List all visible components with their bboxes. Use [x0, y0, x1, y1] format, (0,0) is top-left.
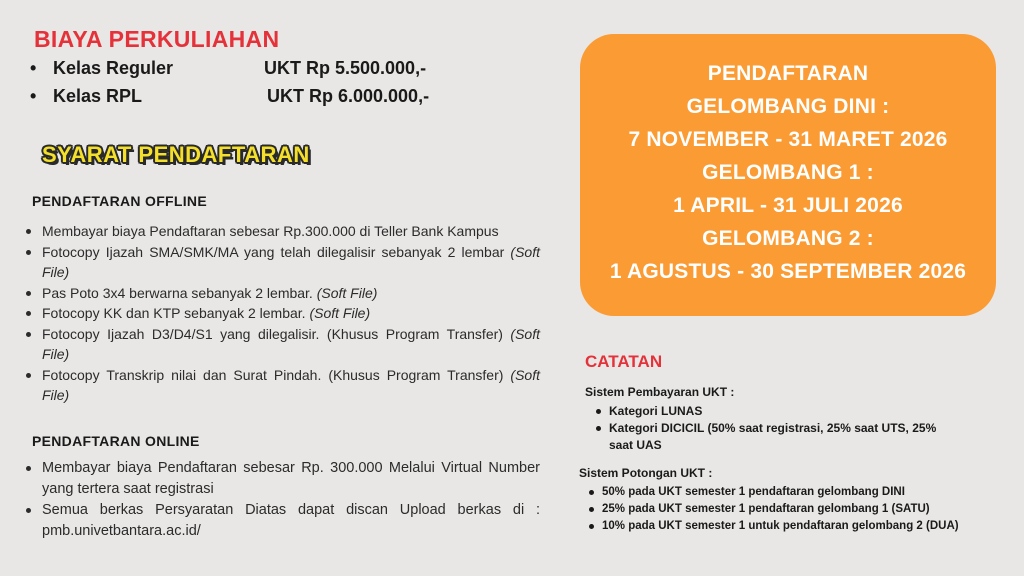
schedule-line: GELOMBANG 2 :: [702, 227, 874, 250]
offline-heading: PENDAFTARAN OFFLINE: [32, 193, 207, 209]
registration-schedule-box: [580, 34, 996, 316]
offline-requirements: [22, 221, 540, 406]
list-item: Fotocopy Ijazah D3/D4/S1 yang dilegalisir. (Khusus Program Transfer) (Soft File): [22, 324, 540, 365]
online-requirements: [22, 458, 540, 541]
schedule-line: 7 NOVEMBER - 31 MARET 2026: [628, 128, 948, 151]
schedule-line: GELOMBANG DINI :: [686, 95, 890, 118]
schedule-line: PENDAFTARAN: [707, 62, 869, 85]
list-item: Fotocopy Ijazah SMA/SMK/MA yang telah dilegalisir sebanyak 2 lembar (Soft File): [22, 242, 540, 283]
list-item: Kategori LUNAS: [593, 403, 943, 420]
schedule-line: GELOMBANG 1 :: [702, 161, 874, 184]
syarat-title: SYARAT PENDAFTARAN: [42, 142, 310, 167]
fee-name: Kelas RPL: [53, 86, 143, 106]
bullet: •: [30, 86, 37, 106]
list-item: 10% pada UKT semester 1 untuk pendaftaran gelombang 2 (DUA): [586, 518, 1016, 535]
fee-name: Kelas Reguler: [53, 58, 174, 78]
fee-amount: UKT Rp 5.500.000,-: [264, 58, 427, 78]
fee-row-rpl: [30, 86, 430, 107]
potongan-heading: Sistem Potongan UKT :: [579, 466, 713, 480]
online-heading: PENDAFTARAN ONLINE: [32, 433, 200, 449]
biaya-title: BIAYA PERKULIAHAN: [34, 26, 280, 52]
fee-row-reguler: [30, 58, 427, 79]
potongan-list: [586, 484, 1016, 535]
bullet: •: [30, 58, 37, 78]
list-item: Fotocopy KK dan KTP sebanyak 2 lembar. (Soft File): [22, 303, 540, 324]
schedule-line: 1 AGUSTUS - 30 SEPTEMBER 2026: [609, 260, 967, 283]
pembayaran-list: [593, 403, 943, 454]
list-item: Pas Poto 3x4 berwarna sebanyak 2 lembar. (Soft File): [22, 283, 540, 304]
list-item: Semua berkas Persyaratan Diatas dapat discan Upload berkas di : pmb.univetbantara.ac.id/: [22, 500, 540, 541]
schedule-line: 1 APRIL - 31 JULI 2026: [673, 194, 903, 217]
list-item: 50% pada UKT semester 1 pendaftaran gelombang DINI: [586, 484, 1016, 501]
pembayaran-heading: Sistem Pembayaran UKT :: [585, 385, 735, 399]
catatan-title: CATATAN: [585, 352, 663, 371]
list-item: Kategori DICICIL (50% saat registrasi, 25% saat UTS, 25% saat UAS: [593, 420, 943, 454]
list-item: Membayar biaya Pendaftaran sebesar Rp. 300.000 Melalui Virtual Number yang tertera saat registrasi: [22, 458, 540, 499]
list-item: 25% pada UKT semester 1 pendaftaran gelombang 1 (SATU): [586, 501, 1016, 518]
list-item: Membayar biaya Pendaftaran sebesar Rp.300.000 di Teller Bank Kampus: [22, 221, 540, 242]
list-item: Fotocopy Transkrip nilai dan Surat Pindah. (Khusus Program Transfer) (Soft File): [22, 365, 540, 406]
fee-amount: UKT Rp 6.000.000,-: [267, 86, 430, 106]
